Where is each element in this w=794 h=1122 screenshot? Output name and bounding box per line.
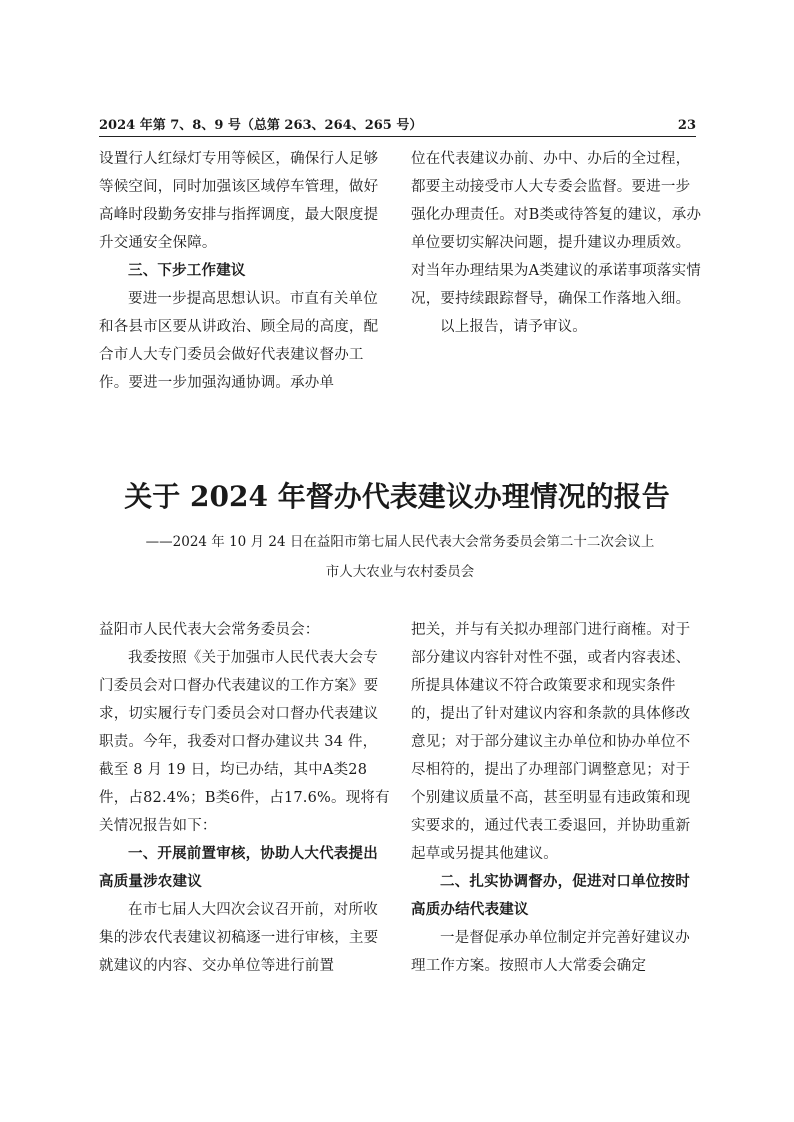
paragraph: 位在代表建议办前、办中、办后的全过程，都要主动接受市人大专委会监督。要进一步强化办理责任。对B类或待答复的建议，承办单位要切实解决问题，提升建议办理质效。对当年办理结果为A类建议的承诺事项落实情况，要持续跟踪督导，确保工作落地入细。 (411, 151, 702, 307)
issue-info: 2024 年第 7、8、9 号（总第 263、264、265 号） (99, 118, 423, 133)
paragraph: 一是督促承办单位制定并完善好建议办理工作方案。按照市人大常委会确定 (411, 930, 690, 974)
section-heading: 三、下步工作建议 (128, 263, 246, 279)
paragraph: 设置行人红绿灯专用等候区，确保行人足够等候空间，同时加强该区域停车管理，做好高峰时段勤务安排与指挥调度，最大限度提升交通安全保障。 (99, 151, 379, 251)
paragraph: 要进一步提高思想认识。市直有关单位和各县市区要从讲政治、顾全局的高度，配合市人大专门委员会做好代表建议督办工作。要进一步加强沟通协调。承办单 (99, 291, 379, 391)
report-column-left (99, 616, 390, 980)
report-column-right (411, 616, 702, 980)
report-subtitle (100, 527, 700, 587)
section-heading: 二、扎实协调督办，促进对口单位按时高质办结代表建议 (411, 874, 690, 918)
section-heading: 一、开展前置审核，协助人大代表提出高质量涉农建议 (99, 846, 378, 890)
page-number: 23 (677, 118, 696, 133)
subtitle-meeting: ——2024 年 10 月 24 日在益阳市第七届人民代表大会常务委员会第二十二次会议上 (145, 534, 655, 550)
paragraph: 我委按照《关于加强市人民代表大会专门委员会对口督办代表建议的工作方案》要求，切实履行专门委员会对口督办代表建议职责。今年，我委对口督办建议共 34 件，截至 8 月 19 日，均已办结，其中A类28件，占82.4%；B类6件，占17.6%。现将有关情况报告如下： (99, 650, 390, 834)
report-title: 关于 2024 年督办代表建议办理情况的报告 (124, 480, 670, 513)
prev-report-column-left (99, 145, 390, 397)
subtitle-author: 市人大农业与农村委员会 (325, 564, 475, 580)
paragraph: 益阳市人民代表大会常务委员会： (99, 622, 320, 638)
paragraph: 把关，并与有关拟办理部门进行商榷。对于部分建议内容针对性不强，或者内容表述、所提具体建议不符合政策要求和现实条件的，提出了针对建议内容和条款的具体修改意见；对于部分建议主办单位和协办单位不尽相符的，提出了办理部门调整意见；对于个别建议质量不高，甚至明显有违政策和现实要求的，通过代表工委退回，并协助重新起草或另提其他建议。 (411, 622, 691, 862)
prev-report-column-right (411, 145, 702, 341)
paragraph: 在市七届人大四次会议召开前，对所收集的涉农代表建议初稿逐一进行审核，主要就建议的内容、交办单位等进行前置 (99, 902, 379, 974)
paragraph: 以上报告，请予审议。 (440, 319, 587, 335)
running-header (99, 118, 696, 137)
